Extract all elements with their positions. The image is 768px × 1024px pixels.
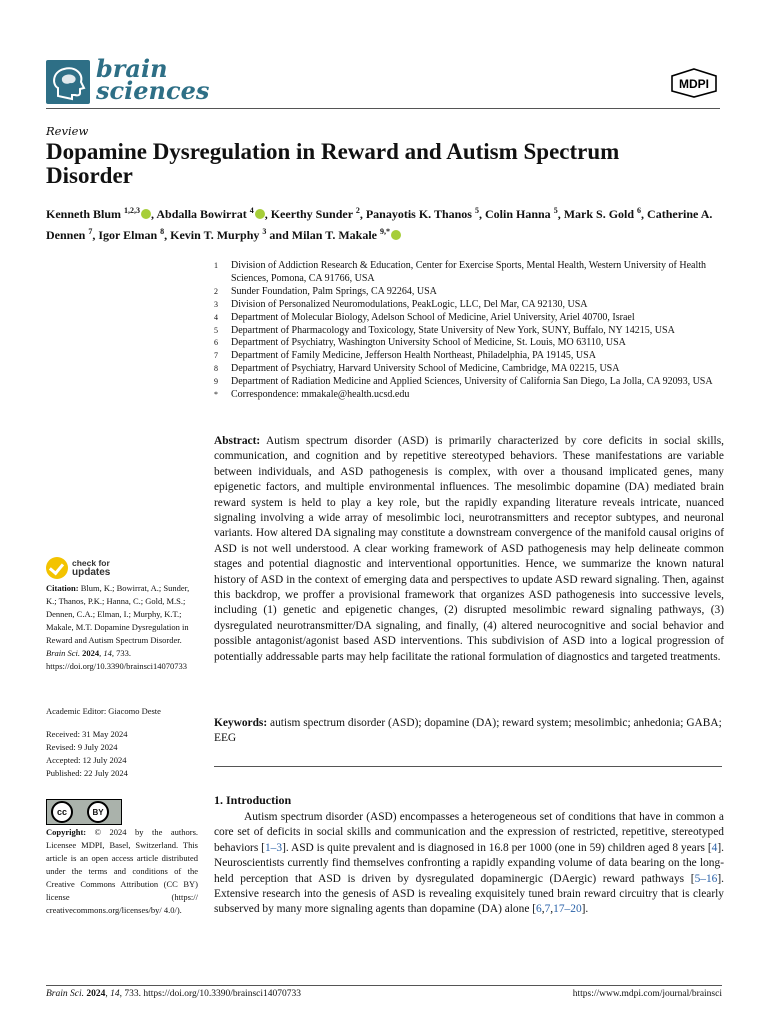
reference-link[interactable]: 6 [536,903,542,916]
abstract [214,434,724,665]
author-list: Kenneth Blum $^{1,2,3}$ , Abdalla Bowirrat $^4$ , Keerthy Sunder $^2$, Panayotis K. Thanos $^5$, Colin Hanna $^5$, Mark S. Gold $^6$, Catherine A. Dennen $^7$, Igor Elman $^8$, Kevin T. Murphy $^3$ and Milan T. Makale $^{9,*}$ [46,206,713,242]
article-title: Dopamine Dysregulation in Reward and Autism Spectrum Disorder [46,139,620,188]
footer-citation: Brain Sci. 2024, 14, 733. https://doi.org/10.3390/brainsci14070733 [46,989,302,999]
footer-year: 2024 [86,989,106,999]
author-name: Kevin T. Murphy [170,228,263,242]
author-affiliation-mark: 5 [553,206,558,215]
citation-label: Citation: [46,583,79,593]
reference-link[interactable]: 1–3 [264,841,283,854]
affiliation-text: Division of Addiction Research & Education, Center for Exercise Sports, Mental Health, Western University of Health Sciences, Pomona, CA 91766, USA [231,260,707,284]
affiliation-item [214,337,724,350]
author-name: Catherine A. Dennen [46,207,713,242]
citation-volume: 14 [103,648,112,658]
affiliation-number: 6 [214,338,218,348]
intro-text: , [541,903,545,916]
intro-text: ]. Neuroscientists currently find themselves confronting a rapidly expanding volume of data bearing on the long-held perception that ASD is driven by dysregulated dopaminergic (DAergic) reward pathways [ [214,841,724,885]
intro-text: Autism spectrum disorder (ASD) encompasses a heterogeneous set of conditions that have in common a core set of deficits in social skills and communication and the expression of restricted, repetitive, stereotyped behaviors [ [214,811,724,854]
reference-link[interactable]: 5–16 [694,872,718,885]
orcid-icon[interactable] [255,209,265,219]
check-updates-line1: check for [72,558,110,568]
author-affiliation-mark: 4 [249,206,254,215]
head-profile-icon [46,60,90,104]
footer-doi: , 733. https://doi.org/10.3390/brainsci14070733 [119,989,302,999]
author-name: Colin Hanna [484,207,554,221]
affiliation-text: Department of Psychiatry, Washington University School of Medicine, St. Louis, MO 63110, USA [231,337,626,349]
affiliation-text: Department of Psychiatry, Harvard University School of Medicine, Cambridge, MA 02215, USA [231,363,620,375]
affiliation-item [214,350,724,363]
author-name: Milan T. Makale [291,228,380,242]
cc-by-license-badge[interactable] [46,799,122,825]
journal-name-line2: sciences [96,76,210,105]
date-line: Revised: 9 July 2024 [46,742,118,752]
footer-rule [46,985,722,986]
cc-icon: cc [51,801,73,823]
orcid-icon[interactable] [391,230,401,240]
affiliation-number: 2 [214,286,218,296]
abstract-label: Abstract: [214,435,261,447]
person-icon: BY [87,801,109,823]
author-affiliation-mark: 5 [474,206,479,215]
affiliation-text: Department of Pharmacology and Toxicology, State University of New York, SUNY, Buffalo, NY 14215, USA [231,324,675,336]
citation-block: Citation: Blum, K.; Bowirrat, A.; Sunder, K.; Thanos, P.K.; Hanna, C.; Gold, M.S.; Dennen, C.A.; Elman, I.; Murphy, K.T.; Makale, M.T. Dopamine Dysregulation in Reward and Autism Spectrum Disorder. Brain Sci. 2024, 14, 733. https://doi.org/10.3390/brainsci14070733 [46,583,190,671]
author-affiliation-mark: 1,2,3 [124,206,141,215]
reference-link[interactable]: 4 [711,841,718,854]
affiliation-text: Department of Molecular Biology, Adelson School of Medicine, Ariel University, Ariel 40700, Israel [231,311,635,323]
reference-link[interactable]: 7 [544,903,551,916]
article-type: Review [46,124,89,138]
footer-journal: Brain Sci. [46,989,84,999]
author-affiliation-mark: 6 [637,206,642,215]
journal-name [96,54,210,105]
affiliation-number: 5 [214,325,218,335]
affiliation-item [214,286,724,299]
section-rule [214,766,722,767]
affiliation-item [214,376,724,389]
reference-link[interactable]: 17–20 [553,903,582,916]
author-affiliation-mark: 7 [88,227,93,236]
header-rule [46,108,720,109]
intro-heading: 1. Introduction [214,793,292,807]
check-for-updates-badge[interactable] [46,556,166,580]
copyright-label: Copyright: [46,827,87,837]
intro-text: , [550,903,554,916]
author-name: Panayotis K. Thanos [365,207,475,221]
publisher-name: MDPI [679,77,709,91]
citation-journal: Brain Sci. [46,648,80,658]
affiliations [214,260,724,402]
affiliation-number: 1 [214,261,218,270]
mdpi-logo [668,68,720,98]
intro-text: ]. [581,903,589,916]
check-updates-line2: updates [72,567,111,578]
author-name: Abdalla Bowirrat [156,207,250,221]
checkmark-icon [46,557,68,579]
copyright-text: © 2024 by the authors. Licensee MDPI, Basel, Switzerland. This article is an open access article distributed under the terms and conditions of the Creative Commons Attribution (CC BY) license (https:// creativecommons.org/licenses/by/ 4.0/). [46,827,199,915]
copyright-block [46,826,198,917]
footer-volume: 14 [110,989,120,999]
affiliation-item [214,312,724,325]
affiliation-item [214,260,724,286]
intro-text: ]. Extensive research into the genesis of ASD is revealing exquisitely tuned brain reward circuitry that is clearly subserved by many more signaling agents than dopamine (DA) alone [ [214,872,724,916]
affiliation-number: * [214,390,218,400]
affiliation-text: Sunder Foundation, Palm Springs, CA 92264, USA [231,285,437,297]
affiliation-item [214,389,724,402]
affiliation-number: 8 [214,364,218,374]
affiliation-item [214,299,724,312]
keywords [214,716,724,747]
footer-journal-url[interactable]: https://www.mdpi.com/journal/brainsci [572,989,722,999]
citation-doi: 733. https://doi.org/10.3390/brainsci14070733 [46,648,188,671]
author-affiliation-mark: 2 [355,206,360,215]
author-name: Keerthy Sunder [270,207,356,221]
publication-dates [46,728,198,780]
affiliation-number: 4 [214,312,218,322]
citation-year: 2024 [82,648,100,658]
author-name: Kenneth Blum [46,207,125,221]
citation-text: Blum, K.; Bowirrat, A.; Sunder, K.; Thanos, P.K.; Hanna, C.; Gold, M.S.; Dennen, C.A.; Elman, I.; Murphy, K.T.; Makale, M.T. Dopamine Dysregulation in Reward and Autism Spectrum Disorder. [46,583,190,645]
keywords-label: Keywords: [214,717,268,729]
intro-text: ]. ASD is quite prevalent and is diagnosed in 16.8 per 1000 (one in 59) children aged 8 years [ [282,841,712,854]
affiliation-number: 3 [214,299,218,309]
affiliation-item [214,325,724,338]
affiliation-text: Division of Personalized Neuromodulations, PeakLogic, LLC, Del Mar, CA 92130, USA [231,298,588,310]
author-affiliation-mark: 9,* [379,227,390,236]
date-line: Published: 22 July 2024 [46,768,128,778]
author-name: Mark S. Gold [563,207,638,221]
keywords-text: autism spectrum disorder (ASD); dopamine (DA); reward system; mesolimbic; anhedonia; GABA; EEG [214,717,722,745]
affiliation-text: Department of Family Medicine, Jefferson Health Northeast, Philadelphia, PA 19145, USA [231,350,596,362]
author-affiliation-mark: 3 [262,227,267,236]
journal-logo [46,60,90,104]
journal-name-line1: brain [96,54,168,83]
date-line: Received: 31 May 2024 [46,729,128,739]
author-affiliation-mark: 8 [160,227,165,236]
affiliation-text: Correspondence: mmakale@health.ucsd.edu [231,389,410,401]
affiliation-number: 7 [214,351,218,361]
intro-paragraph [214,810,724,918]
date-line: Accepted: 12 July 2024 [46,755,127,765]
affiliation-number: 9 [214,377,218,387]
affiliation-item [214,363,724,376]
abstract-text: Autism spectrum disorder (ASD) is primarily characterized by core deficits in social skills, communication, and cognition and by repetitive stereotyped behaviors. These manifestations are variable between individuals, and ASD pathogenesis is complex, with over a thousand implicated genes, many epigenetic factors, and multiple environmental influences. The mesolimbic dopamine (DA) mediated brain reward system is held to play a key role, but the rapidly expanding literature reveals intricate, nuanced signaling involving a wide array of mesolimbic loci, neurotransmitters and receptor subtypes, and neuronal variants. How altered DA signaling may constitute a downstream convergence of the manifold causal origins of ASD is not well understood. A clear working framework of ASD pathogenesis may help delineate common stages and potential diagnostic and interventional opportunities. Hence, we summarize the known natural history of ASD in the context of emerging data and perspectives to update ASD reward signaling. Then, against this backdrop, we proffer a provisional framework that organizes ASD pathogenesis into successive levels, including (1) genetic and epigenetic changes, (2) disrupted mesolimbic reward signaling pathways, (3) dysregulated neurotransmitter/DA signaling, and finally, (4) altered neurocognitive and social behavior and possible antagonist/agonist based ASD interventions. This subdivision of ASD into a logical progression of potentially addressable parts may help facilitate the rational formulation of diagnostics and targeted treatments. [214,435,724,663]
academic-editor: Academic Editor: Giacomo Deste [46,706,161,716]
affiliation-text: Department of Radiation Medicine and Applied Sciences, University of California San Diego, La Jolla, CA 92093, USA [231,376,713,388]
author-name: Igor Elman [98,228,161,242]
orcid-icon[interactable] [141,209,151,219]
